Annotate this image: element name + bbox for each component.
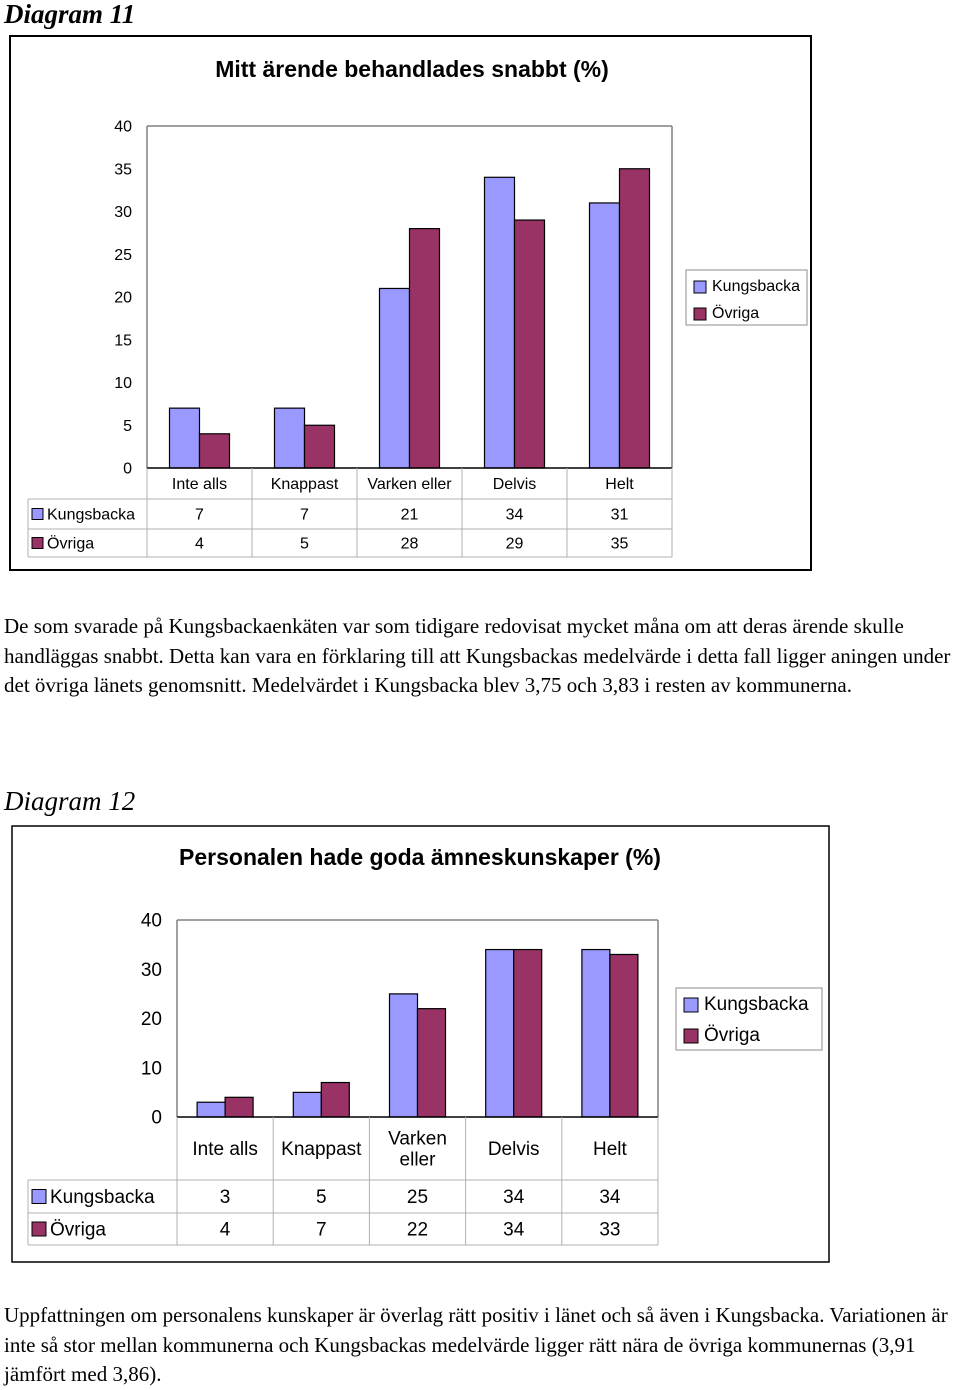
x-category-label: Helt bbox=[593, 1139, 627, 1161]
y-tick-label: 35 bbox=[114, 161, 132, 179]
table-series-label: Kungsbacka bbox=[50, 1187, 155, 1209]
table-value: 34 bbox=[505, 506, 524, 524]
bar-ovriga bbox=[200, 434, 230, 468]
table-value: 31 bbox=[610, 506, 629, 524]
table-value: 7 bbox=[316, 1219, 327, 1241]
x-category-label: Knappast bbox=[270, 476, 339, 494]
table-value: 35 bbox=[610, 535, 629, 553]
diagram-11-heading: Diagram 11 bbox=[4, 0, 136, 29]
paragraph-1: De som svarade på Kungsbackaenkäten var som tidigare redovisat mycket måna om att deras ärende skulle handläggas snabbt. Detta kan vara en förklaring till att Kungsbackas medelvärde i detta fall ligger aningen under det övriga länets genomsnitt. Medelvärdet i Kungsbacka blev 3,75 och 3,83 i resten av kommunerna. bbox=[4, 614, 951, 697]
x-category-label: Helt bbox=[605, 476, 634, 494]
table-legend-key-kungsbacka bbox=[32, 509, 43, 520]
table-legend-key-ovriga bbox=[32, 1222, 46, 1236]
y-tick-label: 0 bbox=[123, 460, 132, 478]
table-value: 29 bbox=[505, 535, 524, 553]
table-legend-key-ovriga bbox=[32, 538, 43, 549]
table-series-label: Övriga bbox=[50, 1219, 106, 1241]
table-value: 34 bbox=[503, 1187, 525, 1209]
y-tick-label: 0 bbox=[151, 1107, 162, 1129]
table-legend-key-kungsbacka bbox=[32, 1190, 46, 1204]
legend-key-kungsbacka bbox=[694, 281, 706, 293]
y-tick-label: 20 bbox=[114, 289, 132, 307]
chart-diagram-12 bbox=[0, 820, 960, 1270]
legend-label: Kungsbacka bbox=[712, 278, 801, 295]
table-series-label: Kungsbacka bbox=[47, 506, 136, 524]
bar-ovriga bbox=[620, 169, 650, 468]
bar-kungsbacka bbox=[275, 408, 305, 468]
bar-ovriga bbox=[225, 1097, 253, 1117]
y-tick-label: 30 bbox=[140, 959, 162, 981]
bar-kungsbacka bbox=[390, 994, 418, 1117]
table-value: 34 bbox=[599, 1187, 621, 1209]
paragraph-2: Uppfattningen om personalens kunskaper är överlag rätt positiv i länet och så även i Kungsbacka. Variationen är inte så stor mellan kommunerna och Kungsbackas medelvärde ligger rätt nära de övriga kommunernas (3,91 jämfört med 3,86). bbox=[4, 1303, 948, 1386]
bar-ovriga bbox=[418, 1009, 446, 1117]
y-tick-label: 30 bbox=[114, 204, 132, 222]
y-tick-label: 10 bbox=[114, 375, 132, 393]
bar-kungsbacka bbox=[486, 950, 514, 1117]
legend-label: Övriga bbox=[704, 1025, 760, 1046]
bar-kungsbacka bbox=[380, 288, 410, 468]
y-tick-label: 5 bbox=[123, 417, 132, 435]
y-tick-label: 20 bbox=[140, 1009, 162, 1031]
table-value: 7 bbox=[300, 506, 309, 524]
x-category-label: Varken bbox=[388, 1128, 447, 1150]
table-value: 33 bbox=[599, 1219, 621, 1241]
table-value: 5 bbox=[316, 1187, 327, 1209]
legend-label: Övriga bbox=[712, 305, 760, 322]
bar-kungsbacka bbox=[170, 408, 200, 468]
x-category-label: Varken eller bbox=[367, 476, 452, 494]
bar-kungsbacka bbox=[197, 1102, 225, 1117]
bar-ovriga bbox=[410, 229, 440, 468]
legend-label: Kungsbacka bbox=[704, 994, 809, 1015]
chart-title: Mitt ärende behandlades snabbt (%) bbox=[215, 56, 609, 82]
legend-key-ovriga bbox=[694, 308, 706, 320]
x-category-label: Delvis bbox=[487, 1139, 540, 1161]
x-category-label: Inte alls bbox=[192, 1139, 258, 1161]
bar-ovriga bbox=[515, 220, 545, 468]
x-category-label: eller bbox=[399, 1149, 436, 1171]
legend-key-kungsbacka bbox=[684, 998, 698, 1012]
table-value: 34 bbox=[503, 1219, 525, 1241]
table-value: 21 bbox=[400, 506, 419, 524]
table-value: 7 bbox=[195, 506, 204, 524]
x-category-label: Inte alls bbox=[171, 476, 228, 494]
bar-ovriga bbox=[321, 1083, 349, 1117]
bar-ovriga bbox=[305, 425, 335, 468]
legend-key-ovriga bbox=[684, 1029, 698, 1043]
y-tick-label: 25 bbox=[114, 246, 132, 264]
bar-ovriga bbox=[514, 950, 542, 1117]
table-value: 4 bbox=[219, 1219, 231, 1241]
y-tick-label: 15 bbox=[114, 332, 132, 350]
chart-diagram-11 bbox=[0, 30, 960, 610]
y-tick-label: 40 bbox=[140, 910, 162, 932]
bar-kungsbacka bbox=[590, 203, 620, 468]
table-series-label: Övriga bbox=[47, 535, 95, 553]
table-value: 5 bbox=[300, 535, 309, 553]
table-value: 3 bbox=[219, 1187, 231, 1209]
table-value: 22 bbox=[406, 1219, 429, 1241]
table-value: 28 bbox=[400, 535, 419, 553]
bar-kungsbacka bbox=[293, 1092, 321, 1117]
chart-title: Personalen hade goda ämneskunskaper (%) bbox=[179, 844, 661, 870]
x-category-label: Knappast bbox=[281, 1139, 362, 1161]
table-value: 25 bbox=[406, 1187, 429, 1209]
diagram-12-heading: Diagram 12 bbox=[4, 786, 136, 816]
x-category-label: Delvis bbox=[492, 476, 537, 494]
bar-kungsbacka bbox=[485, 177, 515, 468]
bar-ovriga bbox=[610, 954, 638, 1117]
y-tick-label: 10 bbox=[140, 1058, 162, 1080]
y-tick-label: 40 bbox=[114, 118, 132, 136]
bar-kungsbacka bbox=[582, 950, 610, 1117]
table-value: 4 bbox=[195, 535, 204, 553]
